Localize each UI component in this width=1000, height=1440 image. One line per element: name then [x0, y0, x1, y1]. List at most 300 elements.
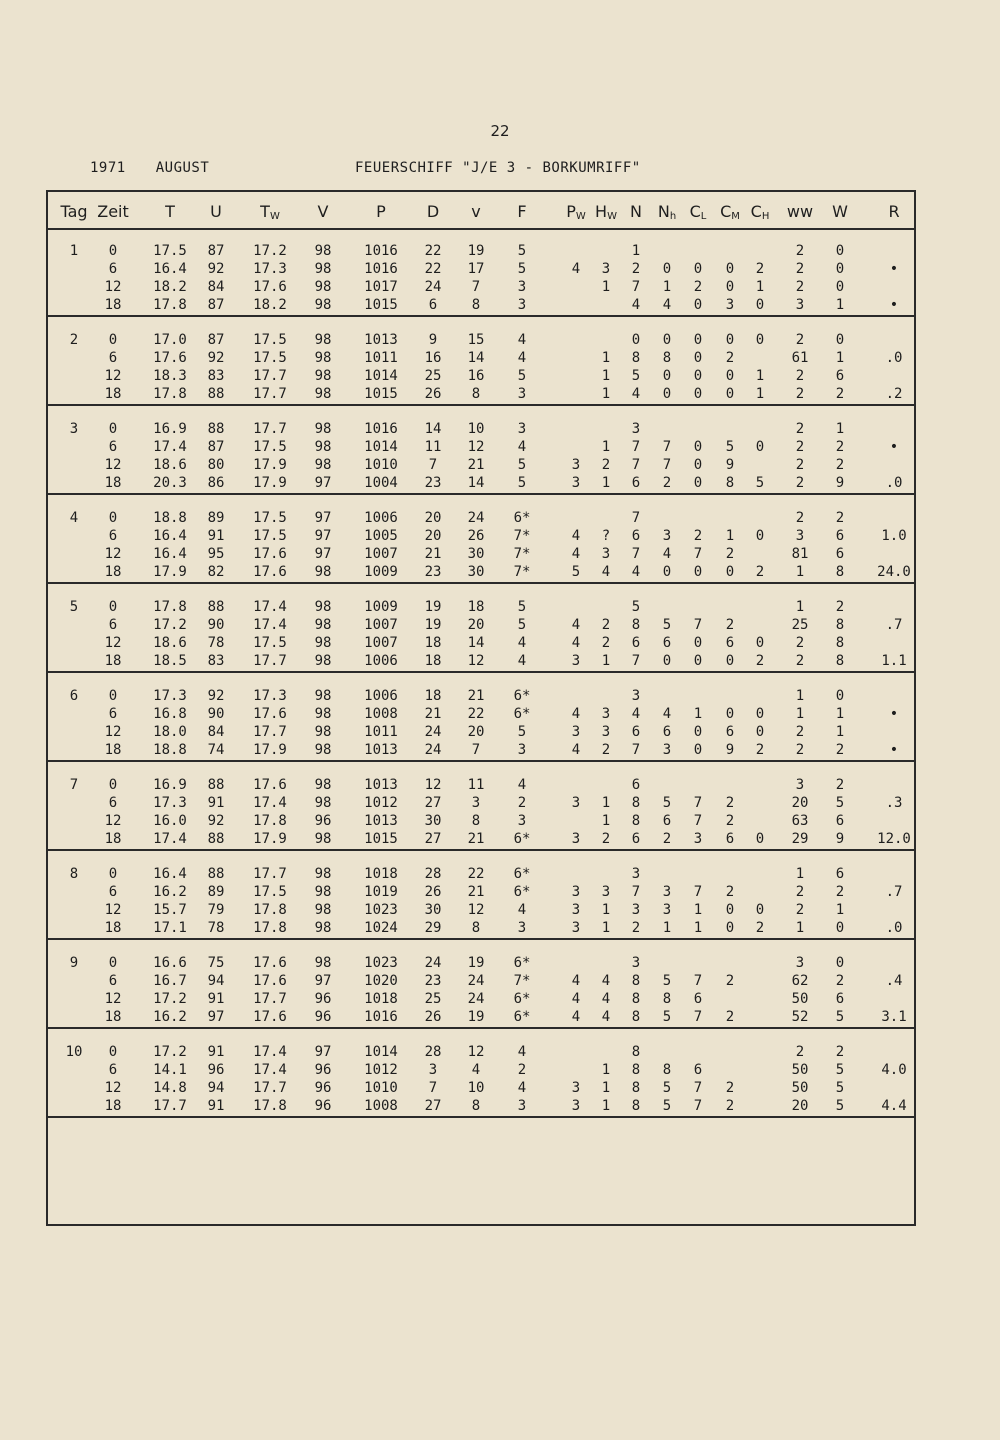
cell-t: 16.4: [153, 546, 187, 562]
cell-v-visibility: 98: [314, 297, 332, 313]
cell-f: 3: [517, 742, 527, 758]
cell-t: 16.7: [153, 973, 187, 989]
cell-n: 7: [631, 742, 641, 758]
cell-d: 26: [424, 386, 442, 402]
cell-f: 6*: [513, 510, 531, 526]
column-header-label: H: [595, 202, 608, 221]
cell-p: 1012: [364, 795, 398, 811]
cell-zeit: 6: [108, 973, 118, 989]
cell-ch: 2: [755, 261, 765, 277]
cell-d: 23: [424, 475, 442, 491]
column-header-ww: [780, 202, 820, 221]
cell-cl: 7: [693, 813, 703, 829]
table-row: [48, 564, 914, 582]
cell-cl: 6: [693, 991, 703, 1007]
cell-cm: 2: [725, 813, 735, 829]
cell-w: 2: [835, 457, 845, 473]
cell-tw: 17.8: [253, 1098, 287, 1114]
cell-zeit: 12: [104, 546, 122, 562]
cell-n: 8: [631, 991, 641, 1007]
cell-u: 92: [207, 813, 225, 829]
column-header-subscript: W: [607, 211, 617, 222]
cell-n: 7: [631, 884, 641, 900]
cell-v-speed: 12: [467, 653, 485, 669]
cell-ch: 0: [755, 902, 765, 918]
cell-hw: 3: [601, 724, 611, 740]
cell-v-visibility: 97: [314, 546, 332, 562]
cell-f: 7*: [513, 546, 531, 562]
cell-hw: 1: [601, 368, 611, 384]
table-row: [48, 1044, 914, 1062]
cell-ch: 0: [755, 528, 765, 544]
cell-w: 0: [835, 261, 845, 277]
cell-w: 5: [835, 1009, 845, 1025]
cell-ww: 63: [791, 813, 809, 829]
cell-p: 1009: [364, 564, 398, 580]
cell-d: 16: [424, 350, 442, 366]
cell-cm: 1: [725, 528, 735, 544]
cell-cm: 2: [725, 884, 735, 900]
cell-hw: 2: [601, 457, 611, 473]
cell-pw: 3: [571, 1098, 581, 1114]
cell-ww: 1: [795, 706, 805, 722]
cell-cm: 2: [725, 617, 735, 633]
cell-r: 24.0: [877, 564, 911, 580]
table-row: [48, 955, 914, 973]
cell-cm: 0: [725, 279, 735, 295]
cell-u: 84: [207, 724, 225, 740]
cell-u: 79: [207, 902, 225, 918]
cell-pw: 3: [571, 457, 581, 473]
cell-cl: 0: [693, 439, 703, 455]
cell-tw: 17.2: [253, 243, 287, 259]
cell-pw: 5: [571, 564, 581, 580]
cell-zeit: 12: [104, 457, 122, 473]
cell-p: 1016: [364, 421, 398, 437]
cell-tag: 6: [69, 688, 79, 704]
cell-v-visibility: 97: [314, 528, 332, 544]
cell-pw: 4: [571, 617, 581, 633]
cell-r: •: [889, 297, 899, 313]
table-row: [48, 831, 914, 849]
cell-f: 3: [517, 920, 527, 936]
table-row: [48, 742, 914, 760]
cell-n: 4: [631, 297, 641, 313]
cell-d: 21: [424, 546, 442, 562]
cell-n: 8: [631, 350, 641, 366]
cell-f: 3: [517, 297, 527, 313]
column-header-row: [48, 192, 914, 230]
cell-v-speed: 24: [467, 510, 485, 526]
table-row: [48, 439, 914, 457]
cell-p: 1023: [364, 902, 398, 918]
cell-f: 6*: [513, 991, 531, 1007]
cell-zeit: 0: [108, 866, 118, 882]
column-header-label: N: [657, 202, 670, 221]
cell-zeit: 0: [108, 955, 118, 971]
cell-w: 8: [835, 635, 845, 651]
cell-cl: 7: [693, 617, 703, 633]
cell-hw: 1: [601, 1098, 611, 1114]
cell-ww: 2: [795, 332, 805, 348]
cell-ww: 2: [795, 386, 805, 402]
cell-ww: 2: [795, 635, 805, 651]
cell-t: 18.0: [153, 724, 187, 740]
cell-zeit: 12: [104, 724, 122, 740]
cell-n: 7: [631, 279, 641, 295]
cell-tw: 17.8: [253, 920, 287, 936]
cell-ww: 61: [791, 350, 809, 366]
cell-r: •: [889, 261, 899, 277]
cell-w: 2: [835, 439, 845, 455]
column-header-label: W: [832, 202, 848, 221]
cell-ww: 2: [795, 653, 805, 669]
cell-tw: 17.5: [253, 350, 287, 366]
cell-f: 3: [517, 813, 527, 829]
cell-ch: 0: [755, 724, 765, 740]
cell-pw: 3: [571, 902, 581, 918]
cell-pw: 3: [571, 653, 581, 669]
cell-v-visibility: 98: [314, 386, 332, 402]
cell-tw: 17.8: [253, 813, 287, 829]
cell-cl: 7: [693, 1080, 703, 1096]
cell-hw: 1: [601, 653, 611, 669]
cell-v-speed: 14: [467, 475, 485, 491]
cell-r: .0: [885, 475, 903, 491]
table-row: [48, 706, 914, 724]
cell-v-visibility: 97: [314, 475, 332, 491]
cell-v-visibility: 98: [314, 653, 332, 669]
cell-nh: 0: [662, 386, 672, 402]
cell-hw: 1: [601, 439, 611, 455]
cell-nh: 7: [662, 439, 672, 455]
cell-ch: 1: [755, 386, 765, 402]
cell-nh: 4: [662, 706, 672, 722]
column-header-label: R: [888, 202, 900, 221]
cell-n: 6: [631, 528, 641, 544]
cell-v-speed: 14: [467, 350, 485, 366]
table-row: [48, 546, 914, 564]
cell-f: 4: [517, 332, 527, 348]
cell-u: 88: [207, 777, 225, 793]
cell-f: 2: [517, 795, 527, 811]
cell-n: 7: [631, 457, 641, 473]
cell-ww: 20: [791, 1098, 809, 1114]
cell-tw: 17.6: [253, 279, 287, 295]
cell-d: 9: [428, 332, 438, 348]
cell-u: 89: [207, 884, 225, 900]
cell-tw: 17.6: [253, 973, 287, 989]
cell-hw: 3: [601, 546, 611, 562]
cell-hw: 2: [601, 742, 611, 758]
cell-r: .4: [885, 973, 903, 989]
cell-p: 1013: [364, 332, 398, 348]
cell-tw: 17.7: [253, 866, 287, 882]
cell-nh: 5: [662, 1098, 672, 1114]
cell-n: 6: [631, 475, 641, 491]
column-header-label: U: [210, 202, 222, 221]
cell-f: 4: [517, 777, 527, 793]
cell-nh: 2: [662, 475, 672, 491]
cell-nh: 0: [662, 261, 672, 277]
cell-nh: 0: [662, 368, 672, 384]
cell-nh: 1: [662, 279, 672, 295]
table-row: [48, 1080, 914, 1098]
cell-p: 1008: [364, 706, 398, 722]
cell-hw: 4: [601, 1009, 611, 1025]
cell-ww: 2: [795, 902, 805, 918]
column-header-f: [502, 202, 542, 221]
cell-p: 1017: [364, 279, 398, 295]
cell-cm: 2: [725, 546, 735, 562]
cell-v-visibility: 98: [314, 243, 332, 259]
cell-cl: 1: [693, 706, 703, 722]
cell-d: 18: [424, 635, 442, 651]
cell-zeit: 12: [104, 902, 122, 918]
column-header-label: F: [517, 202, 527, 221]
cell-cl: 1: [693, 920, 703, 936]
cell-w: 5: [835, 1080, 845, 1096]
cell-ww: 25: [791, 617, 809, 633]
cell-u: 89: [207, 510, 225, 526]
cell-hw: 1: [601, 279, 611, 295]
cell-w: 1: [835, 706, 845, 722]
cell-hw: 1: [601, 795, 611, 811]
cell-nh: 8: [662, 1062, 672, 1078]
cell-cl: 0: [693, 475, 703, 491]
cell-n: 7: [631, 546, 641, 562]
cell-u: 94: [207, 1080, 225, 1096]
day-group: [48, 673, 914, 762]
cell-v-visibility: 98: [314, 368, 332, 384]
cell-nh: 0: [662, 564, 672, 580]
cell-ch: 0: [755, 297, 765, 313]
cell-w: 8: [835, 564, 845, 580]
cell-v-visibility: 98: [314, 635, 332, 651]
cell-v-speed: 26: [467, 528, 485, 544]
day-group: [48, 495, 914, 584]
column-header-v-visibility: [303, 202, 343, 221]
cell-hw: 1: [601, 813, 611, 829]
cell-cm: 2: [725, 1080, 735, 1096]
column-header-label: C: [720, 202, 732, 221]
cell-cm: 0: [725, 368, 735, 384]
column-header-label: P: [566, 202, 576, 221]
cell-w: 1: [835, 421, 845, 437]
table-row: [48, 617, 914, 635]
cell-p: 1005: [364, 528, 398, 544]
cell-ww: 81: [791, 546, 809, 562]
cell-w: 2: [835, 884, 845, 900]
cell-pw: 4: [571, 528, 581, 544]
cell-nh: 3: [662, 902, 672, 918]
cell-tag: 2: [69, 332, 79, 348]
table-row: [48, 243, 914, 261]
cell-p: 1016: [364, 243, 398, 259]
cell-v-speed: 10: [467, 1080, 485, 1096]
cell-ch: 2: [755, 742, 765, 758]
cell-n: 6: [631, 831, 641, 847]
cell-u: 91: [207, 1044, 225, 1060]
cell-v-speed: 8: [471, 813, 481, 829]
cell-zeit: 12: [104, 1080, 122, 1096]
cell-ww: 2: [795, 510, 805, 526]
day-group: [48, 940, 914, 1029]
cell-p: 1010: [364, 457, 398, 473]
cell-v-visibility: 98: [314, 920, 332, 936]
cell-cl: 0: [693, 261, 703, 277]
cell-w: 8: [835, 653, 845, 669]
cell-ww: 50: [791, 1080, 809, 1096]
cell-u: 87: [207, 243, 225, 259]
cell-zeit: 0: [108, 332, 118, 348]
cell-cm: 3: [725, 297, 735, 313]
table-row: [48, 884, 914, 902]
cell-f: 5: [517, 457, 527, 473]
cell-f: 5: [517, 724, 527, 740]
cell-t: 16.4: [153, 866, 187, 882]
cell-zeit: 12: [104, 279, 122, 295]
cell-w: 2: [835, 777, 845, 793]
cell-cm: 0: [725, 386, 735, 402]
cell-ww: 52: [791, 1009, 809, 1025]
cell-t: 16.9: [153, 777, 187, 793]
cell-tw: 17.7: [253, 653, 287, 669]
cell-v-visibility: 98: [314, 688, 332, 704]
cell-u: 90: [207, 706, 225, 722]
cell-ww: 2: [795, 439, 805, 455]
table-row: [48, 528, 914, 546]
column-header-t: [150, 202, 190, 221]
cell-cm: 0: [725, 564, 735, 580]
cell-n: 7: [631, 653, 641, 669]
cell-n: 8: [631, 1044, 641, 1060]
cell-cl: 0: [693, 653, 703, 669]
cell-zeit: 6: [108, 884, 118, 900]
cell-hw: 1: [601, 920, 611, 936]
cell-v-speed: 12: [467, 439, 485, 455]
cell-ww: 2: [795, 457, 805, 473]
cell-u: 92: [207, 688, 225, 704]
cell-ww: 1: [795, 599, 805, 615]
cell-pw: 4: [571, 742, 581, 758]
cell-cm: 2: [725, 795, 735, 811]
cell-tw: 17.8: [253, 902, 287, 918]
column-header-tw: [250, 202, 290, 222]
table-row: [48, 1098, 914, 1116]
cell-v-speed: 30: [467, 564, 485, 580]
cell-f: 4: [517, 439, 527, 455]
cell-p: 1016: [364, 261, 398, 277]
cell-zeit: 12: [104, 813, 122, 829]
cell-n: 3: [631, 421, 641, 437]
table-row: [48, 261, 914, 279]
cell-pw: 4: [571, 973, 581, 989]
cell-pw: 4: [571, 1009, 581, 1025]
cell-v-visibility: 97: [314, 1044, 332, 1060]
cell-tw: 17.7: [253, 724, 287, 740]
cell-ch: 0: [755, 635, 765, 651]
cell-d: 24: [424, 742, 442, 758]
cell-cl: 0: [693, 350, 703, 366]
cell-u: 95: [207, 546, 225, 562]
cell-t: 17.6: [153, 350, 187, 366]
cell-nh: 7: [662, 457, 672, 473]
cell-w: 0: [835, 279, 845, 295]
table-row: [48, 457, 914, 475]
cell-tw: 17.7: [253, 1080, 287, 1096]
cell-cm: 6: [725, 635, 735, 651]
cell-tw: 17.6: [253, 1009, 287, 1025]
cell-r: .7: [885, 884, 903, 900]
column-header-subscript: L: [700, 211, 707, 222]
day-group: [48, 1029, 914, 1118]
cell-v-speed: 11: [467, 777, 485, 793]
cell-f: 5: [517, 261, 527, 277]
cell-n: 4: [631, 564, 641, 580]
table-row: [48, 1009, 914, 1027]
cell-tag: 10: [65, 1044, 83, 1060]
cell-n: 2: [631, 920, 641, 936]
cell-ww: 3: [795, 777, 805, 793]
cell-u: 88: [207, 421, 225, 437]
observation-table: [46, 190, 916, 1226]
column-header-label: C: [689, 202, 701, 221]
cell-d: 19: [424, 617, 442, 633]
cell-f: 2: [517, 1062, 527, 1078]
table-row: [48, 1062, 914, 1080]
cell-n: 8: [631, 813, 641, 829]
cell-hw: 3: [601, 261, 611, 277]
cell-n: 8: [631, 1098, 641, 1114]
cell-p: 1014: [364, 368, 398, 384]
cell-cl: 0: [693, 742, 703, 758]
cell-d: 25: [424, 368, 442, 384]
cell-v-visibility: 98: [314, 279, 332, 295]
column-header-label: v: [471, 202, 481, 221]
column-header-subscript: h: [669, 211, 677, 222]
cell-n: 1: [631, 243, 641, 259]
cell-u: 84: [207, 279, 225, 295]
cell-f: 3: [517, 386, 527, 402]
cell-cl: 2: [693, 528, 703, 544]
cell-tw: 17.5: [253, 332, 287, 348]
cell-ww: 20: [791, 795, 809, 811]
cell-zeit: 0: [108, 777, 118, 793]
cell-v-visibility: 98: [314, 795, 332, 811]
cell-u: 88: [207, 866, 225, 882]
cell-w: 6: [835, 813, 845, 829]
cell-f: 6*: [513, 706, 531, 722]
cell-v-speed: 8: [471, 1098, 481, 1114]
cell-p: 1014: [364, 1044, 398, 1060]
cell-r: 4.0: [881, 1062, 907, 1078]
cell-ww: 62: [791, 973, 809, 989]
cell-d: 20: [424, 528, 442, 544]
cell-v-speed: 22: [467, 706, 485, 722]
cell-n: 5: [631, 368, 641, 384]
cell-zeit: 18: [104, 297, 122, 313]
cell-d: 22: [424, 243, 442, 259]
cell-nh: 6: [662, 724, 672, 740]
cell-u: 78: [207, 920, 225, 936]
column-header-w: [820, 202, 860, 221]
cell-zeit: 6: [108, 350, 118, 366]
cell-hw: 1: [601, 386, 611, 402]
cell-tw: 17.5: [253, 528, 287, 544]
cell-f: 5: [517, 368, 527, 384]
cell-n: 4: [631, 386, 641, 402]
